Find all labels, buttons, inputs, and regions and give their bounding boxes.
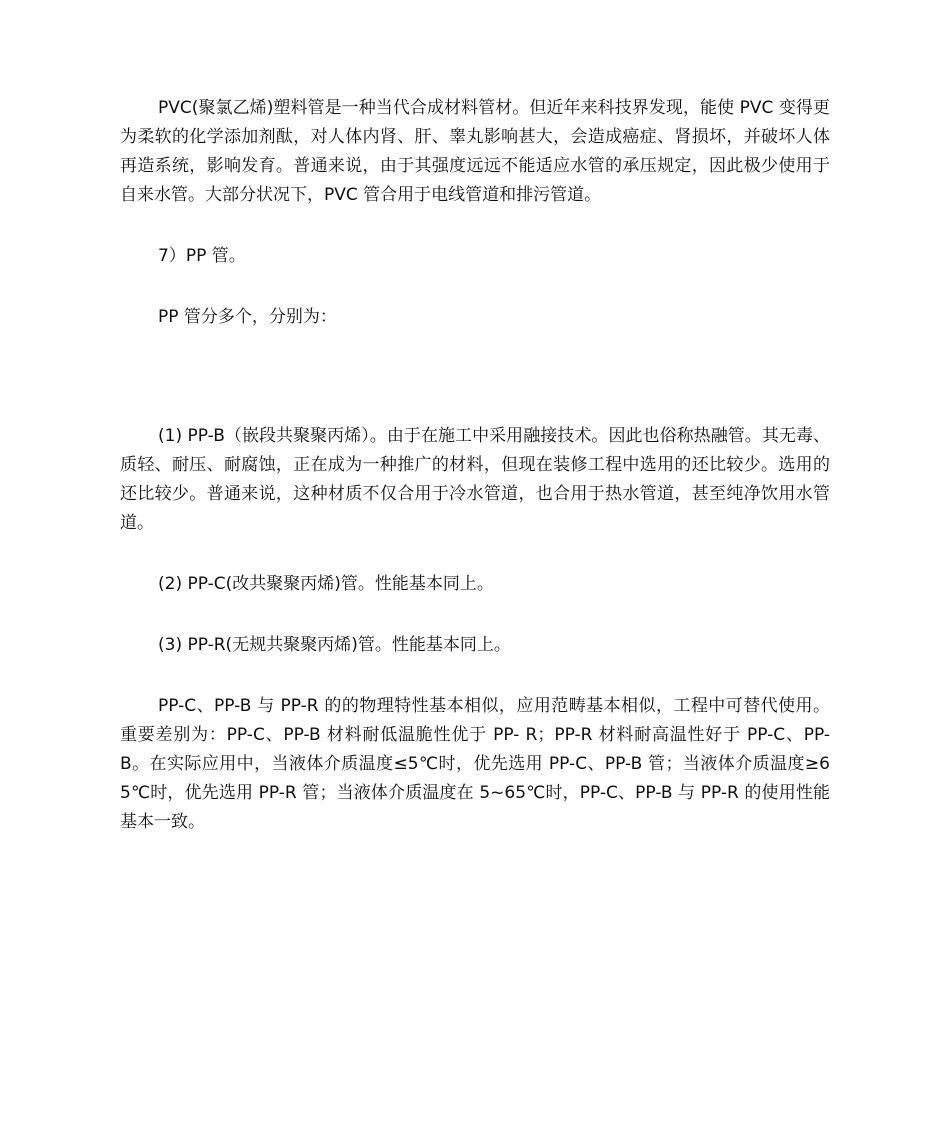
paragraph-pp-c: (2) PP-C(改共聚聚丙烯)管。性能基本同上。: [158, 574, 494, 594]
paragraph-pp-types-intro: PP 管分多个，分别为：: [158, 307, 337, 327]
paragraph-pp-comparison: PP-C、PP-B 与 PP-R 的的物理特性基本相似，应用范畴基本相似，工程中可替代使用。重要差别为：PP-C、PP-B 材料耐低温脆性优于 PP- R；PP-R 材料耐高温性好于 PP-C、PP-B。在实际应用中，当液体介质温度≤5℃时，优先选用 PP-C、PP-B 管；当液体介质温度≥65℃时，优先选用 PP-R 管；当液体介质温度在 5~65℃时，PP-C、PP-B 与 PP-R 的使用性能基本一致。: [120, 696, 830, 832]
paragraph-pvc-pipe: PVC(聚氯乙烯)塑料管是一种当代合成材料管材。但近年来科技界发现，能使 PVC 变得更为柔软的化学添加剂酞，对人体内肾、肝、睾丸影响甚大，会造成癌症、肾损坏，并破坏人体再造系统，影响发育。普通来说，由于其强度远远不能适应水管的承压规定，因此极少使用于自来水管。大部分状况下，PVC 管合用于电线管道和排污管道。: [120, 98, 830, 205]
paragraph-pp-pipe-heading: 7）PP 管。: [158, 246, 246, 266]
paragraph-pp-b: (1) PP-B（嵌段共聚聚丙烯）。由于在施工中采用融接技术。因此也俗称热融管。其无毒、质轻、耐压、耐腐蚀，正在成为一种推广的材料，但现在装修工程中选用的还比较少。选用的还比较少。普通来说，这种材质不仅合用于冷水管道，也合用于热水管道，甚至纯净饮用水管道。: [120, 426, 830, 533]
document-body: [120, 94, 830, 837]
paragraph-pp-r: (3) PP-R(无规共聚聚丙烯)管。性能基本同上。: [158, 635, 511, 655]
